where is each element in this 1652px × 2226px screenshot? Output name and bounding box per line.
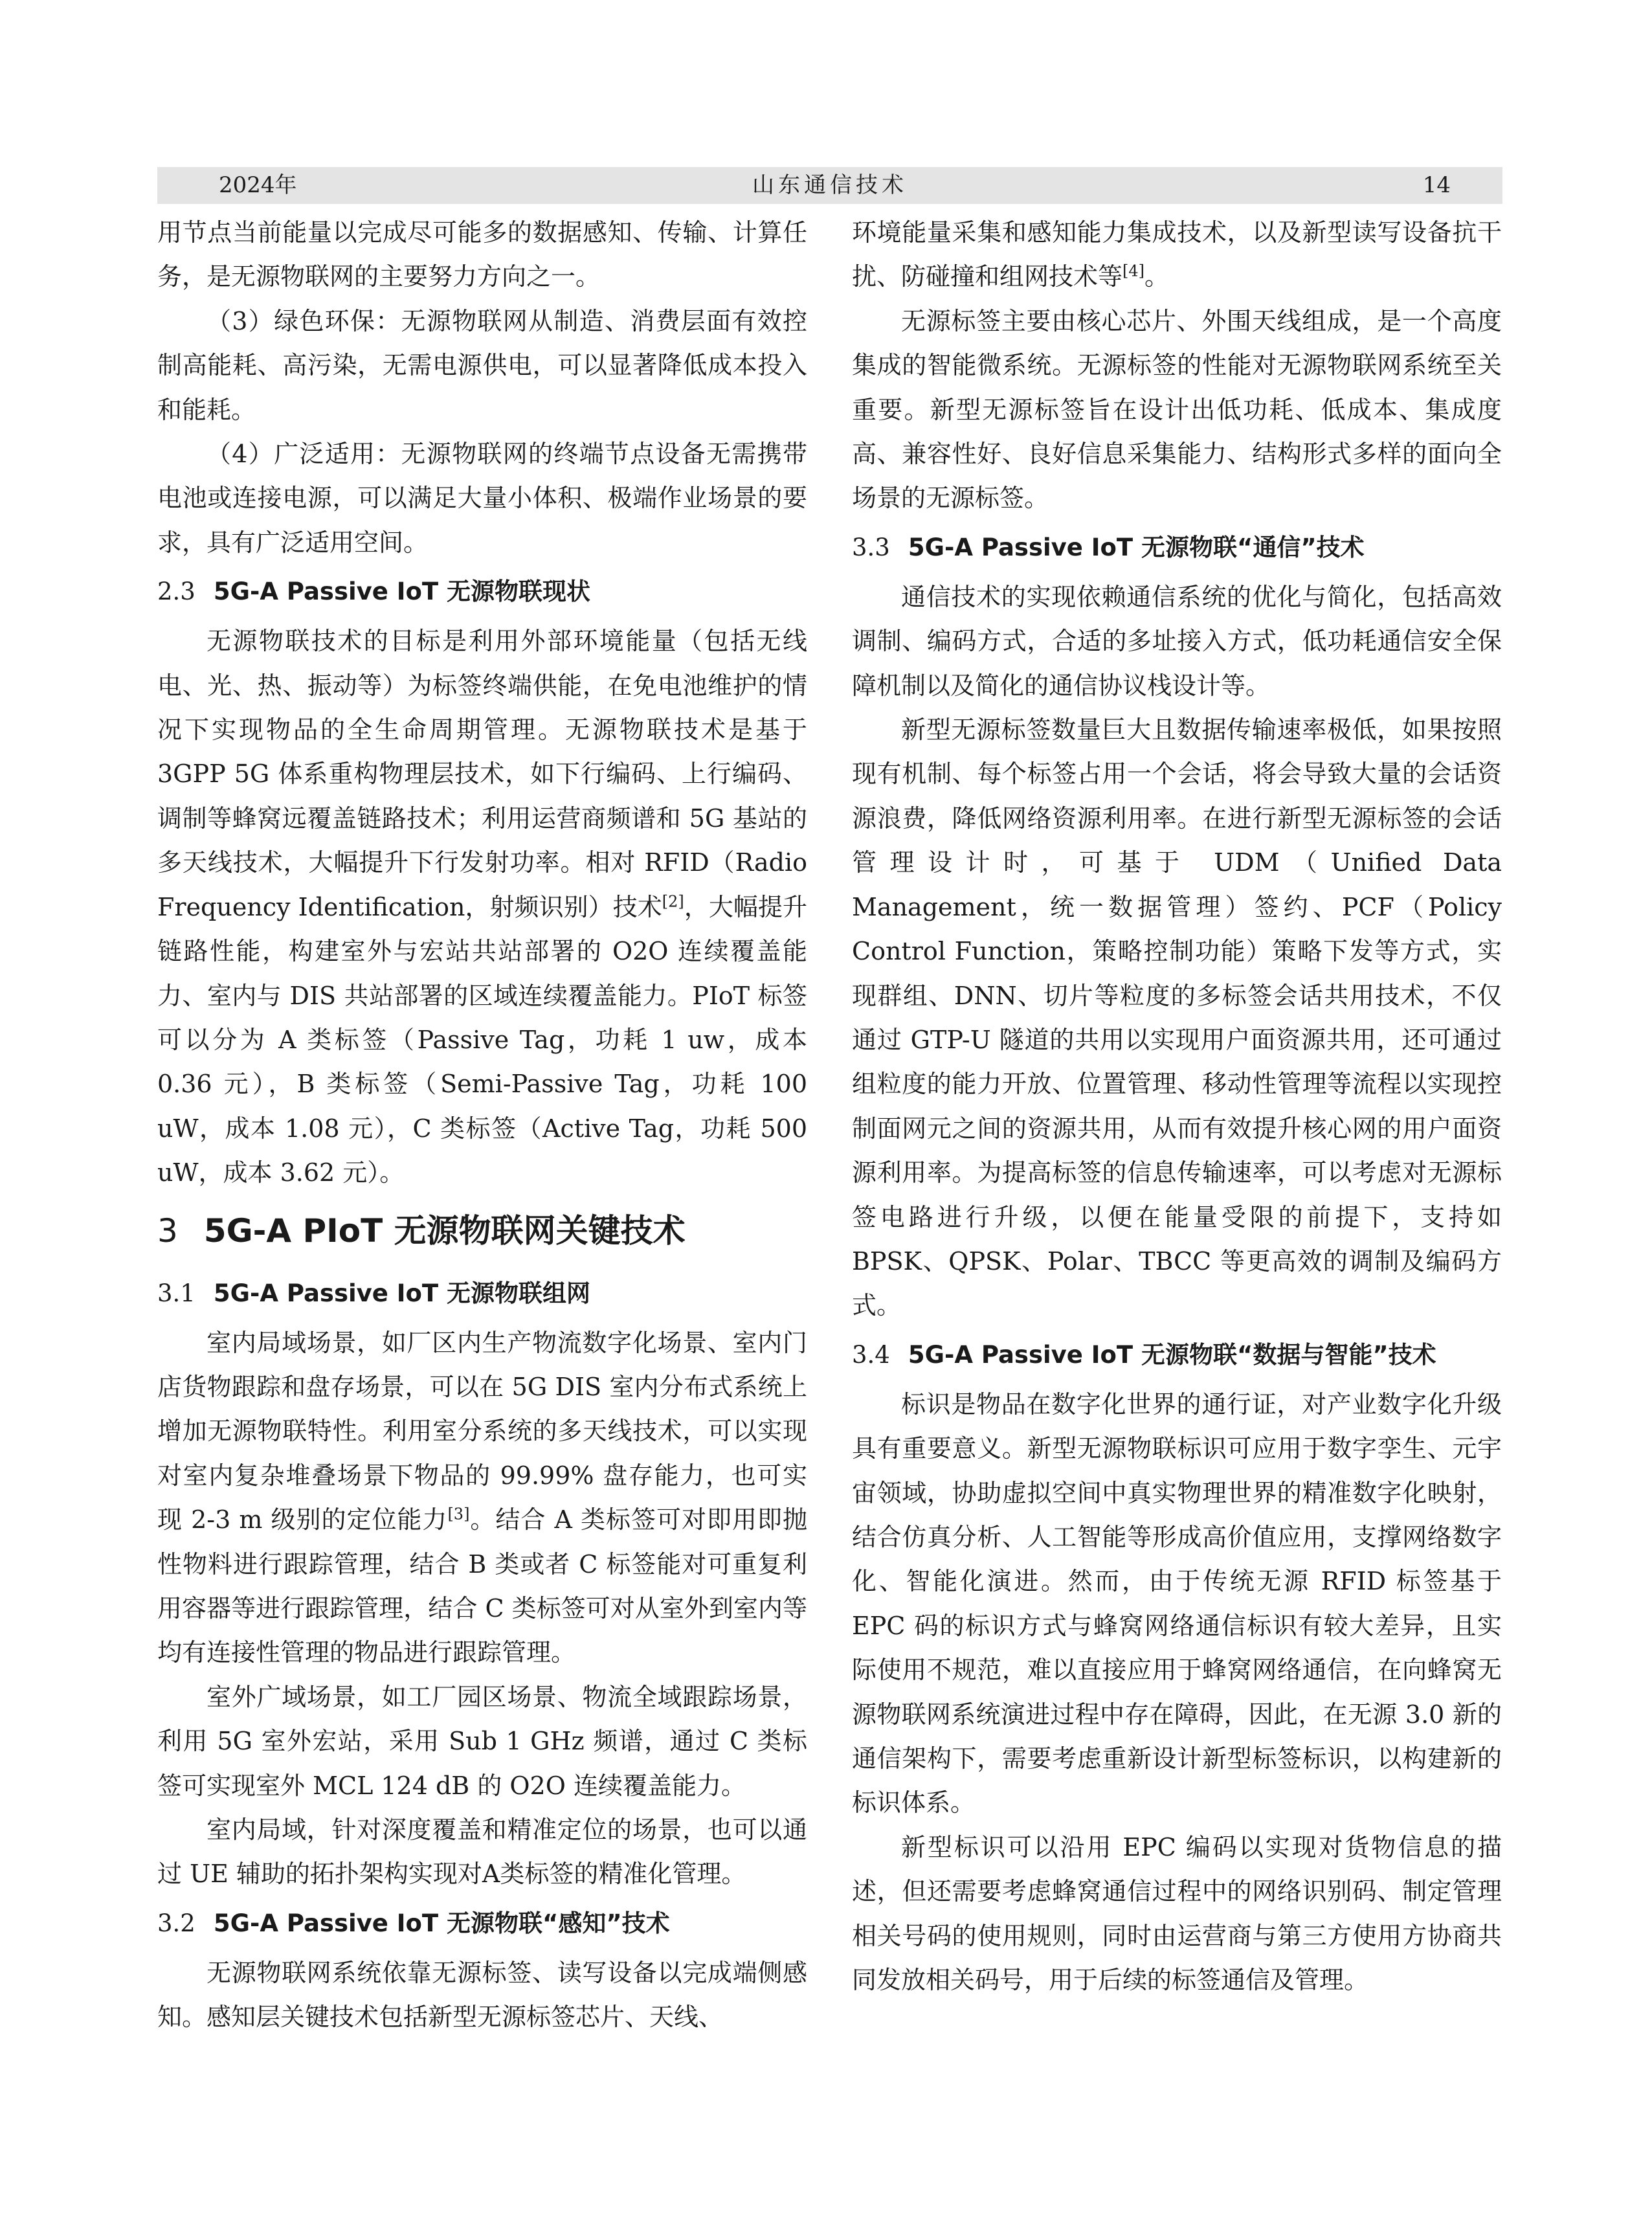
paragraph: 新型标识可以沿用 EPC 编码以实现对货物信息的描述，但还需要考虑蜂窝通信过程中的网络识别码、制定管理相关号码的使用规则，同时由运营商与第三方使用方协商共同发放相关码号，用于后续的标签通信及管理。 bbox=[852, 1832, 1502, 1995]
paragraph-text: 。 bbox=[1144, 262, 1170, 291]
section-number: 3 bbox=[157, 1211, 178, 1250]
section-title: 5G-A Passive IoT 无源物联“感知”技术 bbox=[213, 1909, 670, 1937]
section-heading-3 bbox=[157, 1195, 807, 1266]
paragraph: 无源物联网系统依靠无源标签、读写设备以完成端侧感知。感知层关键技术包括新型无源标签芯片、天线、 bbox=[157, 1958, 807, 2032]
citation-ref: [3] bbox=[447, 1505, 470, 1523]
paragraph-text: 环境能量采集和感知能力集成技术，以及新型读写设备抗干扰、防碰撞和组网技术等 bbox=[852, 218, 1502, 291]
section-title: 5G-A Passive IoT 无源物联“通信”技术 bbox=[908, 533, 1365, 561]
paragraph: 通信技术的实现依赖通信系统的优化与简化，包括高效调制、编码方式，合适的多址接入方式，低功耗通信安全保障机制以及简化的通信协议栈设计等。 bbox=[852, 582, 1502, 700]
section-heading-3-1 bbox=[157, 1266, 807, 1321]
section-number: 3.3 bbox=[852, 533, 890, 561]
paragraph bbox=[157, 619, 807, 1195]
section-heading-3-4 bbox=[852, 1328, 1502, 1382]
header-page-number: 14 bbox=[1422, 172, 1451, 198]
running-header bbox=[157, 167, 1502, 204]
paragraph: 新型无源标签数量巨大且数据传输速率极低，如果按照现有机制、每个标签占用一个会话，将会导致大量的会话资源浪费，降低网络资源利用率。在进行新型无源标签的会话管理设计时，可基于 UDM（Unified Data Management，统一数据管理）签约、PCF（Policy Control Function，策略控制功能）策略下发等方式，实现群组、DNN、切片等粒度的多标签会话共用技术，不仅通过 GTP-U 隧道的共用以实现用户面资源共用，还可通过组粒度的能力开放、位置管理、移动性管理等流程以实现控制面网元之间的资源共用，从而有效提升核心网的用户面资源利用率。为提高标签的信息传输速率，可以考虑对无源标签电路进行升级，以便在能量受限的前提下，支持如 BPSK、QPSK、Polar、TBCC 等更高效的调制及编码方式。 bbox=[852, 715, 1502, 1320]
paragraph bbox=[852, 210, 1502, 299]
paragraph: （4）广泛适用：无源物联网的终端节点设备无需携带电池或连接电源，可以满足大量小体积、极端作业场景的要求，具有广泛适用空间。 bbox=[157, 440, 807, 557]
paragraph-text: ，大幅提升链路性能，构建室外与宏站共站部署的 O2O 连续覆盖能力、室内与 DIS 共站部署的区域连续覆盖能力。PIoT 标签可以分为 A 类标签（Passive Tag，功耗 1 uw，成本 0.36 元），B 类标签（Semi-Passive Tag，功耗 100 uW，成本 1.08 元），C 类标签（Active Tag，功耗 500 uW，成本 3.62 元）。 bbox=[157, 892, 807, 1187]
paragraph-text: 室内局域场景，如厂区内生产物流数字化场景、室内门店货物跟踪和盘存场景，可以在 5G DIS 室内分布式系统上增加无源物联特性。利用室分系统的多天线技术，可以实现对室内复杂堆叠场景下物品的 99.99% 盘存能力，也可实现 2-3 m 级别的定位能力 bbox=[157, 1328, 807, 1535]
section-number: 3.4 bbox=[852, 1340, 890, 1369]
section-title: 5G-A PIoT 无源物联网关键技术 bbox=[203, 1211, 686, 1250]
paragraph-text: 无源物联技术的目标是利用外部环境能量（包括无线电、光、热、振动等）为标签终端供能，在免电池维护的情况下实现物品的全生命周期管理。无源物联技术是基于 3GPP 5G 体系重构物理层技术，如下行编码、上行编码、调制等蜂窝远覆盖链路技术；利用运营商频谱和 5G 基站的多天线技术，大幅提升下行发射功率。相对 RFID（Radio Frequency Identification，射频识别）技术 bbox=[157, 627, 807, 921]
paragraph: 无源标签主要由核心芯片、外围天线组成，是一个高度集成的智能微系统。无源标签的性能对无源物联网系统至关重要。新型无源标签旨在设计出低功耗、低成本、集成度高、兼容性好、良好信息采集能力、结构形式多样的面向全场景的无源标签。 bbox=[852, 306, 1502, 513]
section-heading-3-2 bbox=[157, 1896, 807, 1951]
paragraph: 室内局域，针对深度覆盖和精准定位的场景，也可以通过 UE 辅助的拓扑架构实现对A类标签的精准化管理。 bbox=[157, 1816, 807, 1889]
section-title: 5G-A Passive IoT 无源物联组网 bbox=[213, 1279, 591, 1307]
section-title: 5G-A Passive IoT 无源物联“数据与智能”技术 bbox=[908, 1340, 1436, 1369]
section-number: 2.3 bbox=[157, 578, 195, 606]
citation-ref: [2] bbox=[662, 892, 684, 911]
citation-ref: [4] bbox=[1122, 262, 1145, 280]
section-heading-2-3 bbox=[157, 565, 807, 619]
section-number: 3.2 bbox=[157, 1909, 195, 1937]
header-year: 2024年 bbox=[219, 172, 297, 198]
right-column bbox=[852, 210, 1502, 2002]
paragraph: 室外广域场景，如工厂园区场景、物流全域跟踪场景，利用 5G 室外宏站，采用 Sub 1 GHz 频谱，通过 C 类标签可实现室外 MCL 124 dB 的 O2O 连续覆盖能力。 bbox=[157, 1682, 807, 1800]
paragraph: 标识是物品在数字化世界的通行证，对产业数字化升级具有重要意义。新型无源物联标识可应用于数字孪生、元宇宙领域，协助虚拟空间中真实物理世界的精准数字化映射，结合仿真分析、人工智能等形成高价值应用，支撑网络数字化、智能化演进。然而，由于传统无源 RFID 标签基于 EPC 码的标识方式与蜂窝网络通信标识有较大差异，且实际使用不规范，难以直接应用于蜂窝网络通信，在向蜂窝无源物联网系统演进过程中存在障碍，因此，在无源 3.0 新的通信架构下，需要考虑重新设计新型标签标识，以构建新的标识体系。 bbox=[852, 1389, 1502, 1817]
section-heading-3-3 bbox=[852, 521, 1502, 575]
header-journal-title: 山东通信技术 bbox=[752, 172, 908, 198]
left-column bbox=[157, 210, 807, 2040]
paragraph: 用节点当前能量以完成尽可能多的数据感知、传输、计算任务，是无源物联网的主要努力方向之一。 bbox=[157, 218, 807, 291]
paragraph: （3）绿色环保：无源物联网从制造、消费层面有效控制高能耗、高污染，无需电源供电，可以显著降低成本投入和能耗。 bbox=[157, 306, 807, 424]
section-title: 5G-A Passive IoT 无源物联现状 bbox=[213, 578, 591, 606]
paragraph-text: 。结合 A 类标签可对即用即抛性物料进行跟踪管理，结合 B 类或者 C 标签能对可重复利用容器等进行跟踪管理，结合 C 类标签可对从室外到室内等均有连接性管理的物品进行跟踪管理。 bbox=[157, 1505, 807, 1667]
section-number: 3.1 bbox=[157, 1279, 195, 1307]
paragraph bbox=[157, 1321, 807, 1675]
